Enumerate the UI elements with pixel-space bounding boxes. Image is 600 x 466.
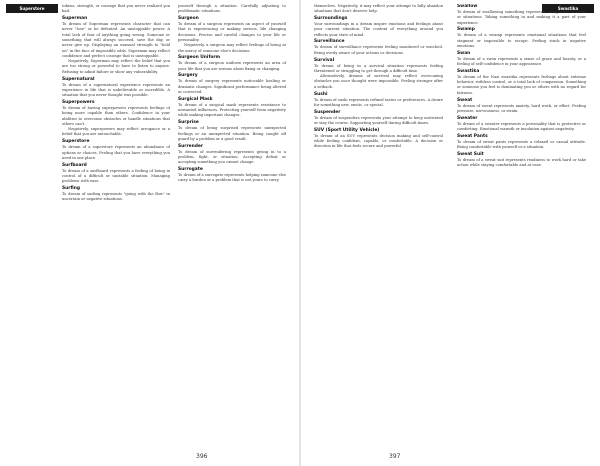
entry-definition: To dream of an SUV represents decision making and self-control while feeling confident, capable, or comfortable. A decision or direction in life that feels secure and powerful. [314,133,443,149]
dictionary-entry [457,98,586,115]
entry-definition: To dream of a sweat suit represents readiness to work hard or take action while staying comfortable and at ease. [457,157,586,168]
entry-definition: To dream of surveillance represents feeling monitored or watched. Being overly aware of your actions or decisions. [314,45,443,55]
entry-term: Swamp [457,27,475,33]
entry-definition: To dream of sweat pants represents a relaxed or casual attitude. Being comfortable with yourself or a situation. [457,139,586,150]
entry-definition: To dream of sweat represents anxiety, hard work, or effort. Feeling pressure, nervousness, or strain. [457,103,586,113]
entry-definition: To dream of a swan represents a sense of grace and beauty, or a feeling of self-confidence in your appearance. [457,56,586,67]
entry-term: Surrogate [178,167,203,173]
entry-definition: To dream of a surrogate represents helping someone else carry a burden or a problem that is not yours to carry. [178,173,286,183]
entry-term: Sweat Pants [457,133,488,139]
entry-definition: To dream of a surfboard represents a feeling of being in control of a difficult or unstable situation. Managing problems with ease. [62,168,170,184]
left-page-number: 396 [196,453,208,460]
entry-term: Surprise [178,120,199,126]
entry-term: Sweater [457,115,478,121]
entry-definition: Negatively, Superman may reflect the belief that you are too strong or powerful to have to listen to anyone. Refusing to admit failure or show any vulnerability. [62,59,170,74]
dictionary-entry [314,39,443,56]
dictionary-entry [457,51,586,68]
entry-term: Surroundings [314,16,348,22]
entry-definition: Negatively, a surgeon may reflect feelings of being at the mercy of someone else's decisions. [178,43,286,53]
entry-term: Swastika [457,68,480,74]
entry-definition: To dream of a superstore represents an abundance of options or choices. Feeling that you have everything you need in one place. [62,145,170,160]
entry-term: Superman [62,16,88,22]
dictionary-entry [62,4,170,15]
entry-term: Superpowers [62,99,95,105]
right-column-1 [314,4,443,439]
dictionary-entry [62,16,170,75]
right-page-number: 397 [389,453,401,460]
dictionary-entry [62,77,170,99]
entry-definition: Your surroundings in a dream inspire emotions and feelings about your current situation. The context of everything around you reflects your state of mind. [314,22,443,37]
entry-term: Surgeon Uniform [178,55,221,61]
dictionary-entry [314,4,443,15]
entry-term: Suspender [314,109,341,115]
entry-definition: Alternatively, dreams of survival may reflect overcoming obstacles you once thought were impossible. Feeling stronger after a setback. [314,74,443,89]
entry-term: Sweat [457,97,473,103]
entry-definition: themselves. Negatively, it may reflect your attempt to fully abandon situations that don't deserve help. [314,4,443,14]
entry-term: Surveillance [314,39,345,45]
entry-definition: To dream of a sweater represents a personality that is protective or comforting. Emotional warmth or insulation against negativity. [457,121,586,131]
entry-definition: To dream of Superman represents character that can never "lose" or be defeated. An unstoppable power. A total lack of fear of anything going wrong. Someone or something that will always succeed, save the day, or never give up. Displaying an unusual strength to "hold on" in the face of impossible odds. Superman may reflect confidence and perfect courage that is unstoppable. [62,22,170,58]
entry-term: Surrender [178,143,204,149]
dictionary-entry [178,73,286,95]
left-page-tab: Superstore [6,4,58,13]
entry-definition: To dream of having superpowers represents feelings of being more capable than others. Confidence in your abilities to overcome obstacles or handle situations that others can't. [62,105,170,126]
dictionary-entry [62,100,170,138]
entry-term: Swan [457,50,471,56]
right-page [300,0,600,466]
dictionary-entry [62,186,170,203]
entry-definition: To dream of surfing represents "going with the flow" in uncertain or negative situations. [62,192,170,202]
left-page-columns [62,4,286,439]
dictionary-entry [178,97,286,119]
entry-term: Surfing [62,186,80,192]
entry-term: Swallow [457,4,478,9]
entry-term: Surgical Mask [178,96,213,102]
entry-definition: To dream of surgery represents noticeable healing or dramatic changes. Significant performance being altered or corrected. [178,79,286,95]
dictionary-entry [314,58,443,90]
dictionary-entry [178,144,286,166]
entry-definition: To dream of being surprised represents unexpected feelings or an unexpected situation. Being caught off guard by a problem or a good result. [178,126,286,141]
entry-term: SUV (Sport Utility Vehicle) [314,127,380,133]
dictionary-entry [178,16,286,54]
entry-definition: To dream of a surgical mask represents resistance to unwanted influences. Protecting yourself from negativity while making important changes. [178,102,286,118]
dictionary-entry [62,139,170,161]
entry-term: Sweat Suit [457,151,484,157]
entry-definition: To dream of swallowing something represents acceptance of ideas or situations. Taking something in and making it a part of your experience. [457,10,586,25]
dictionary-entry [178,4,286,15]
dictionary-entry [178,120,286,142]
dictionary-entry [457,134,586,151]
entry-definition: tokens, strength, or courage that you never realized you had. [62,4,170,14]
dictionary-entry [178,167,286,184]
left-column-2 [178,4,286,439]
dictionary-entry [314,92,443,109]
dictionary-entry [457,152,586,169]
dictionary-entry [457,116,586,133]
entry-definition: To dream of being in a survival situation represents feeling threatened or struggling to get through a difficult time. [314,63,443,73]
entry-definition: To dream of suspenders represents your attempt to keep motivated or stay the course. Supporting yourself during difficult times. [314,115,443,125]
entry-term: Supernatural [62,76,95,82]
right-column-2 [457,4,586,439]
entry-definition: yourself through a situation. Carefully adjusting to problematic situations. [178,4,286,14]
dictionary-entry [457,27,586,49]
dictionary-entry [62,163,170,185]
entry-definition: To dream of a surgeon uniform represents an area of your life that you are serious about fixing or changing. [178,61,286,71]
dictionary-entry [314,128,443,150]
entry-term: Surgeon [178,16,199,22]
entry-definition: Negatively, superpowers may reflect arrogance or a belief that you are untouchable. [62,127,170,137]
entry-term: Survival [314,57,335,63]
dictionary-entry [457,69,586,96]
dictionary-entry [314,110,443,127]
left-column-1 [62,4,170,439]
entry-term: Sushi [314,91,328,97]
entry-term: Surgery [178,73,198,79]
entry-term: Superstore [62,139,90,145]
entry-definition: To dream of sushi represents refined tastes or preferences. A desire for something new, exotic, or special. [314,97,443,107]
entry-definition: To dream of surrendering represents giving in to a problem, fight, or situation. Accepting defeat or accepting something you cannot change. [178,149,286,165]
right-page-columns [314,4,586,439]
entry-definition: To dream of the Nazi swastika represents feelings about extreme behavior, ruthless control, or a total lack of compassion. Something or someone you feel is dominating you or others with no regard for fairness. [457,74,586,95]
dictionary-entry [457,4,586,26]
entry-definition: To dream of a supernatural experience represents an experience in life that is unbelievable or incredible. A situation that you never thought was possible. [62,82,170,98]
right-page-tab: Swastika [542,4,594,13]
entry-term: Surfboard [62,162,87,168]
entry-definition: To dream of a surgeon represents an aspect of yourself that is experiencing or making serious, life changing decisions. Precise and careful changes to your life or personality. [178,22,286,42]
dictionary-entry [314,16,443,38]
dictionary-entry [178,55,286,72]
entry-definition: To dream of a swamp represents emotional situations that feel stagnant or impossible to escape. Feeling stuck in negative emotions. [457,33,586,48]
